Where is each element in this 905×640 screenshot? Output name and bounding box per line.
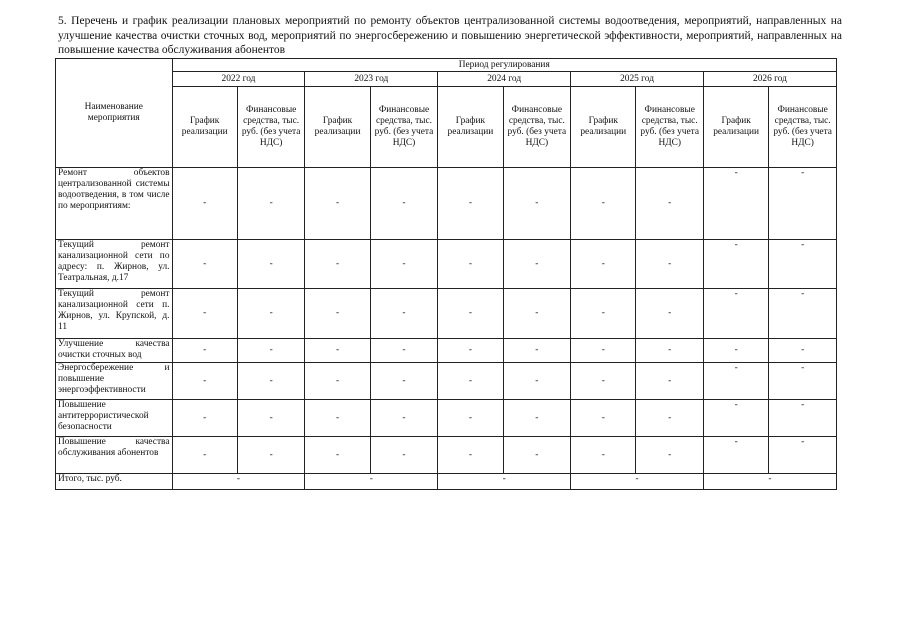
table-cell: - — [305, 363, 370, 400]
table-cell: - — [703, 168, 768, 240]
table-cell: - — [237, 400, 305, 437]
table-cell: - — [438, 400, 503, 437]
table-cell: - — [172, 363, 237, 400]
table-cell: - — [571, 363, 636, 400]
table-cell: - — [503, 339, 571, 363]
table-cell: - — [305, 437, 370, 474]
table-cell: - — [769, 168, 837, 240]
table-cell: - — [237, 363, 305, 400]
table-cell: - — [769, 339, 837, 363]
table-row — [56, 168, 837, 240]
table-cell: - — [636, 437, 704, 474]
row-name: Энергосбережение и повышение энергоэффективности — [56, 363, 173, 400]
table-cell: - — [438, 437, 503, 474]
row-name: Повышение качества обслуживания абонентов — [56, 437, 173, 474]
table-cell: - — [237, 168, 305, 240]
total-cell: - — [703, 474, 836, 490]
table-cell: - — [370, 339, 438, 363]
period-header: Период регулирования — [172, 59, 836, 72]
table-cell: - — [769, 289, 837, 339]
table-cell: - — [370, 240, 438, 289]
schedule-header: График реализации — [438, 87, 503, 168]
table-cell: - — [305, 168, 370, 240]
row-name: Текущий ремонт канализационной сети п. Жирнов, ул. Крупской, д. 11 — [56, 289, 173, 339]
table-cell: - — [636, 339, 704, 363]
table-cell: - — [172, 168, 237, 240]
table-cell: - — [703, 240, 768, 289]
table-cell: - — [503, 240, 571, 289]
table-cell: - — [703, 437, 768, 474]
table-cell: - — [438, 240, 503, 289]
table-cell: - — [703, 339, 768, 363]
name-column-header: Наименование мероприятия — [56, 59, 173, 168]
row-name: Текущий ремонт канализационной сети по адресу: п. Жирнов, ул. Театральная, д.17 — [56, 240, 173, 289]
table-cell: - — [636, 289, 704, 339]
table-cell: - — [370, 168, 438, 240]
table-cell: - — [172, 289, 237, 339]
table-cell: - — [237, 289, 305, 339]
total-cell: - — [438, 474, 571, 490]
table-cell: - — [305, 400, 370, 437]
table-cell: - — [571, 289, 636, 339]
year-header: 2023 год — [305, 72, 438, 87]
table-cell: - — [503, 289, 571, 339]
table-cell: - — [370, 400, 438, 437]
table-cell: - — [769, 363, 837, 400]
table-row — [56, 289, 837, 339]
table-cell: - — [636, 240, 704, 289]
table-cell: - — [438, 339, 503, 363]
total-cell: - — [571, 474, 704, 490]
row-name: Улучшение качества очистки сточных вод — [56, 339, 173, 363]
table-cell: - — [370, 289, 438, 339]
finance-header: Финансовые средства, тыс. руб. (без учета НДС) — [237, 87, 305, 168]
table-cell: - — [305, 289, 370, 339]
section-heading: 5. Перечень и график реализации плановых мероприятий по ремонту объектов централизованной системы водоотведения, мероприятий, направленных на улучшение качества очистки сточных вод, мероприятий по энергосбережению и повышению энергетической эффективности, мероприятий, направленных на повышение качества обслуживания абонентов — [58, 15, 842, 56]
table-cell: - — [438, 289, 503, 339]
schedule-header: График реализации — [172, 87, 237, 168]
table-cell: - — [769, 240, 837, 289]
table-cell: - — [370, 437, 438, 474]
year-header: 2026 год — [703, 72, 836, 87]
schedule-header: График реализации — [305, 87, 370, 168]
table-cell: - — [636, 400, 704, 437]
total-cell: - — [305, 474, 438, 490]
year-header: 2024 год — [438, 72, 571, 87]
year-header: 2025 год — [571, 72, 704, 87]
total-label: Итого, тыс. руб. — [56, 474, 173, 490]
table-row — [56, 339, 837, 363]
table-cell: - — [703, 289, 768, 339]
table-cell: - — [503, 437, 571, 474]
schedule-header: График реализации — [571, 87, 636, 168]
table-cell: - — [636, 168, 704, 240]
table-row — [56, 437, 837, 474]
table-cell: - — [237, 339, 305, 363]
table-cell: - — [172, 240, 237, 289]
table-cell: - — [503, 400, 571, 437]
row-name: Ремонт объектов централизованной системы водоотведения, в том числе по мероприятиям: — [56, 168, 173, 240]
total-cell: - — [172, 474, 305, 490]
table-cell: - — [370, 363, 438, 400]
finance-header: Финансовые средства, тыс. руб. (без учета НДС) — [769, 87, 837, 168]
finance-header: Финансовые средства, тыс. руб. (без учета НДС) — [503, 87, 571, 168]
table-cell: - — [636, 363, 704, 400]
table-cell: - — [438, 363, 503, 400]
table-cell: - — [571, 400, 636, 437]
table-row — [56, 400, 837, 437]
total-row — [56, 474, 837, 490]
finance-header: Финансовые средства, тыс. руб. (без учета НДС) — [636, 87, 704, 168]
table-cell: - — [571, 168, 636, 240]
table-cell: - — [305, 339, 370, 363]
finance-header: Финансовые средства, тыс. руб. (без учета НДС) — [370, 87, 438, 168]
table-cell: - — [503, 168, 571, 240]
table-cell: - — [172, 339, 237, 363]
table-row — [56, 240, 837, 289]
table-cell: - — [769, 400, 837, 437]
table-cell: - — [237, 240, 305, 289]
table-row — [56, 363, 837, 400]
table-cell: - — [703, 363, 768, 400]
plan-table — [55, 58, 837, 490]
table-cell: - — [571, 240, 636, 289]
row-name: Повышение антитеррористической безопасности — [56, 400, 173, 437]
schedule-header: График реализации — [703, 87, 768, 168]
table-cell: - — [172, 437, 237, 474]
table-cell: - — [769, 437, 837, 474]
table-cell: - — [438, 168, 503, 240]
table-cell: - — [703, 400, 768, 437]
table-cell: - — [305, 240, 370, 289]
table-cell: - — [172, 400, 237, 437]
table-cell: - — [237, 437, 305, 474]
table-cell: - — [571, 339, 636, 363]
year-header: 2022 год — [172, 72, 305, 87]
table-cell: - — [571, 437, 636, 474]
table-cell: - — [503, 363, 571, 400]
